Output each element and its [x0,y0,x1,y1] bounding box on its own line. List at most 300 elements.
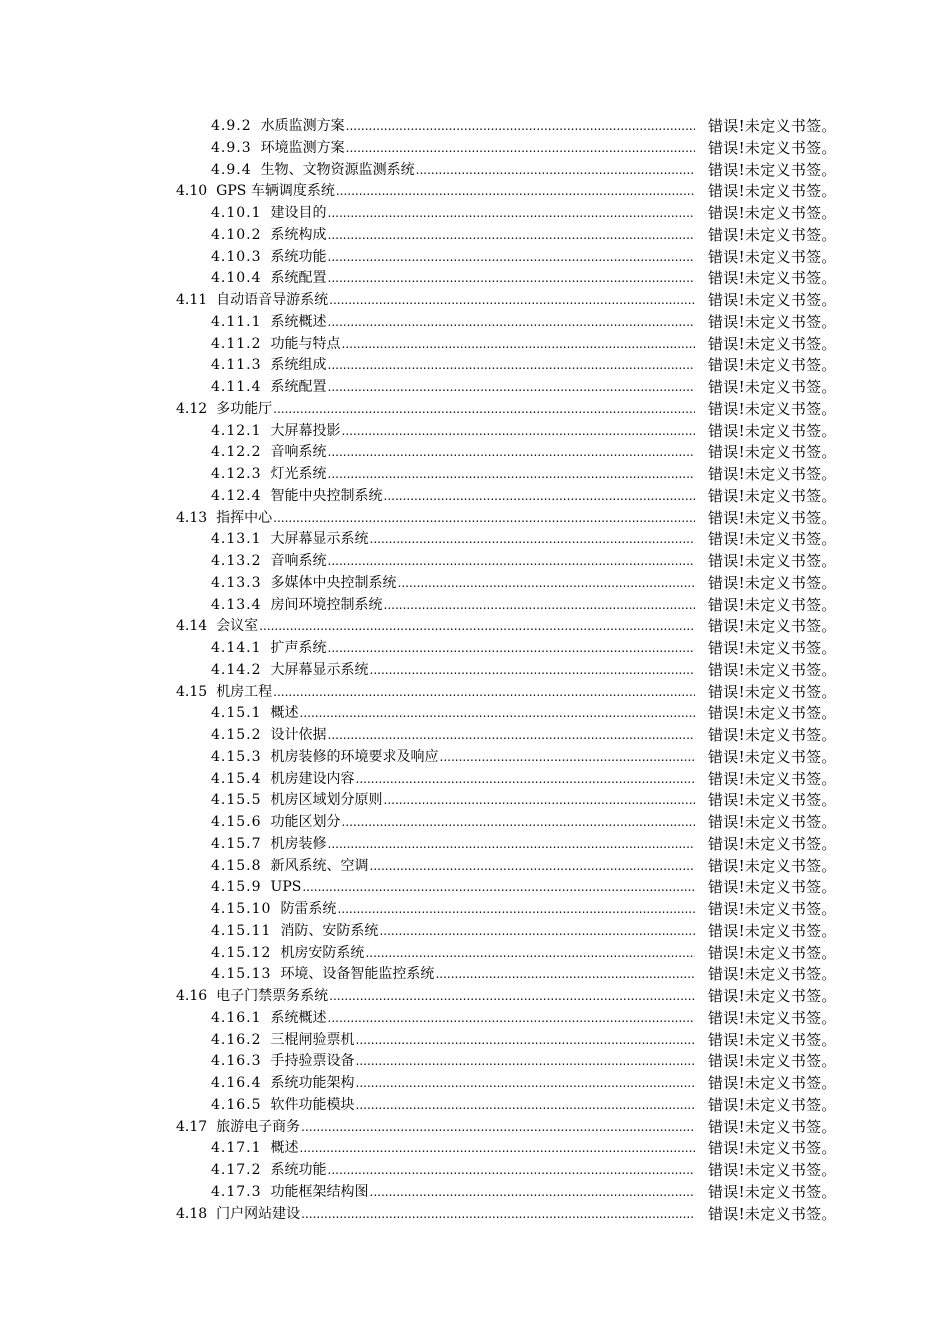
toc-entry-page-ref: 错误!未定义书签。 [708,1074,837,1092]
dot-leader [273,508,695,530]
dot-leader [301,1204,695,1226]
toc-entry-link[interactable] [211,312,695,334]
dot-leader [301,1117,695,1139]
toc-entry-page-ref: 错误!未定义书签。 [708,900,837,918]
toc-entry-link[interactable] [211,377,695,399]
toc-entry[interactable] [0,508,950,530]
toc-entry-number: 4.17.1 [211,1140,262,1157]
toc-entry-number: 4.15.4 [211,770,262,787]
toc-entry[interactable] [0,1117,950,1139]
toc-entry[interactable] [0,1160,950,1182]
toc-entry-link[interactable] [211,421,695,443]
toc-entry-title: 机房区域划分原则 [270,792,383,809]
toc-entry-title: UPS [270,879,302,896]
dot-leader [384,790,695,812]
toc-entry[interactable] [0,986,950,1008]
toc-entry[interactable] [0,573,950,595]
toc-entry-title: 音响系统 [270,444,327,461]
toc-entry-number: 4.9.3 [211,139,252,156]
dot-leader [328,312,695,334]
toc-entry-number: 4.10 [176,183,208,200]
toc-entry-page-ref: 错误!未定义书签。 [708,682,837,701]
toc-entry-link[interactable] [211,1095,695,1117]
toc-entry-number: 4.12.3 [211,466,262,482]
toc-entry-link[interactable] [211,660,695,682]
toc-entry-link[interactable] [176,290,695,312]
toc-entry-number: 4.15 [176,683,208,700]
toc-entry-page-ref: 错误!未定义书签。 [708,117,837,135]
dot-leader [328,225,695,247]
toc-entry[interactable] [0,464,950,486]
toc-entry-title: 系统概述 [270,1009,327,1026]
toc-entry-number: 4.17 [176,1118,208,1135]
toc-entry-link[interactable] [211,1008,695,1030]
toc-entry-link[interactable] [211,812,695,834]
dot-leader [300,1138,695,1160]
toc-entry-number: 4.13.2 [211,553,262,569]
toc-entry-title: 扩声系统 [270,640,327,656]
toc-entry-link[interactable] [211,877,695,899]
toc-entry[interactable] [0,225,950,247]
toc-entry-page-ref: 错误!未定义书签。 [708,443,837,462]
dot-leader [328,442,695,464]
toc-entry[interactable] [0,442,950,464]
toc-entry-number: 4.11.1 [211,313,262,330]
toc-entry[interactable] [0,551,950,573]
toc-entry[interactable] [0,834,950,856]
toc-entry-title: 系统配置 [270,379,327,395]
toc-entry[interactable] [0,921,950,943]
dot-leader [328,1160,695,1182]
toc-entry-title: 概述 [270,705,299,722]
toc-entry[interactable] [0,399,950,421]
toc-entry-number: 4.13.3 [211,574,262,591]
dot-leader [370,529,695,551]
toc-entry[interactable] [0,1051,950,1073]
toc-entry[interactable] [0,268,950,290]
toc-entry-number: 4.17.3 [211,1183,262,1200]
toc-entry-title: 会议室 [216,618,259,635]
toc-entry-page-ref: 错误!未定义书签。 [708,204,837,222]
toc-entry-number: 4.17.2 [211,1162,262,1178]
toc-entry-title: 三棍闸验票机 [270,1031,355,1048]
toc-entry-page-ref: 错误!未定义书签。 [708,965,837,984]
toc-entry[interactable] [0,1204,950,1226]
dot-leader [328,464,695,486]
toc-entry[interactable] [0,1073,950,1095]
toc-entry-page-ref: 错误!未定义书签。 [708,225,837,244]
dot-leader [328,834,695,856]
toc-entry-link[interactable] [211,769,695,791]
toc-entry[interactable] [0,682,950,704]
toc-entry-link[interactable] [211,834,695,856]
dot-leader [370,1182,695,1204]
dot-leader [384,486,695,508]
toc-entry-title: 智能中央控制系统 [270,487,383,504]
toc-entry[interactable] [0,247,950,269]
toc-entry-number: 4.9.2 [211,118,252,134]
toc-entry-page-ref: 错误!未定义书签。 [708,378,837,396]
toc-entry-page-ref: 错误!未定义书签。 [708,1204,837,1223]
toc-entry-link[interactable] [211,638,695,660]
toc-entry-title: 系统功能架构 [270,1075,355,1091]
toc-entry-link[interactable] [211,725,695,747]
toc-entry-link[interactable] [211,355,695,377]
toc-entry-page-ref: 错误!未定义书签。 [708,639,837,657]
toc-entry-title: 灯光系统 [270,466,327,482]
toc-entry-title: 多媒体中央控制系统 [270,574,397,591]
toc-entry-title: GPS 车辆调度系统 [216,183,335,200]
toc-entry-link[interactable] [211,856,695,878]
toc-entry-number: 4.15.9 [211,879,262,896]
toc-entry-title: 指挥中心 [216,509,273,526]
dot-leader [300,703,695,725]
toc-entry-page-ref: 错误!未定义书签。 [708,726,837,744]
toc-entry-link[interactable] [176,1204,695,1226]
dot-leader [365,943,695,965]
toc-entry[interactable] [0,725,950,747]
toc-entry-number: 4.16.5 [211,1096,262,1113]
dot-leader [302,877,695,899]
toc-entry[interactable] [0,964,950,986]
toc-entry-number: 4.15.2 [211,727,262,743]
toc-entry[interactable] [0,616,950,638]
toc-entry-title: 防雷系统 [280,901,337,917]
toc-entry-page-ref: 错误!未定义书签。 [708,595,837,614]
toc-entry-page-ref: 错误!未定义书签。 [708,1008,837,1027]
dot-leader [328,355,695,377]
toc-entry-title: 自动语音导游系统 [216,292,329,308]
toc-entry-title: 生物、文物资源监测系统 [260,161,415,178]
toc-entry-title: 系统组成 [270,357,327,374]
toc-entry-page-ref: 错误!未定义书签。 [708,356,837,375]
toc-entry[interactable] [0,812,950,834]
toc-entry-page-ref: 错误!未定义书签。 [708,617,837,636]
toc-entry-link[interactable] [211,790,695,812]
toc-entry[interactable] [0,377,950,399]
toc-entry[interactable] [0,312,950,334]
toc-entry-page-ref: 错误!未定义书签。 [708,182,837,201]
toc-entry-number: 4.13.1 [211,531,262,548]
toc-entry-title: 设计依据 [270,727,327,743]
toc-entry-page-ref: 错误!未定义书签。 [708,943,837,962]
toc-entry-number: 4.10.3 [211,248,262,265]
toc-entry[interactable] [0,1138,950,1160]
toc-entry-title: 大屏幕显示系统 [270,661,369,678]
dot-leader [416,160,695,182]
toc-entry-number: 4.18 [176,1205,208,1222]
toc-entry[interactable] [0,160,950,182]
toc-entry[interactable] [0,1008,950,1030]
toc-entry-page-ref: 错误!未定义书签。 [708,138,837,157]
dot-leader [337,899,695,921]
toc-entry-title: 新风系统、空调 [270,857,369,874]
toc-entry-number: 4.16.4 [211,1075,262,1091]
dot-leader [356,769,695,791]
dot-leader [346,138,695,160]
toc-entry-page-ref: 错误!未定义书签。 [708,334,837,353]
toc-entry-number: 4.11.3 [211,357,262,374]
toc-entry-page-ref: 错误!未定义书签。 [708,291,837,309]
dot-leader [356,1030,695,1052]
toc-entry-page-ref: 错误!未定义书签。 [708,1030,837,1049]
toc-entry[interactable] [0,1182,950,1204]
dot-leader [398,573,695,595]
toc-entry-title: 系统概述 [270,313,327,330]
toc-entry-link[interactable] [211,160,695,182]
toc-entry-title: 手持验票设备 [270,1053,355,1070]
toc-entry-title: 机房装修 [270,835,327,852]
toc-entry-link[interactable] [211,138,695,160]
dot-leader [356,1095,695,1117]
toc-entry-link[interactable] [211,1073,695,1095]
toc-entry-link[interactable] [211,573,695,595]
toc-entry-number: 4.13 [176,509,208,526]
toc-entry-title: 建设目的 [270,205,327,221]
toc-entry-title: 门户网站建设 [216,1205,301,1222]
toc-entry[interactable] [0,529,950,551]
dot-leader [370,660,695,682]
toc-entry-link[interactable] [211,486,695,508]
toc-entry-link[interactable] [211,551,695,573]
toc-entry-number: 4.16.1 [211,1009,262,1026]
toc-entry-link[interactable] [211,247,695,269]
toc-entry-link[interactable] [211,921,695,943]
toc-entry[interactable] [0,203,950,225]
toc-entry-title: 环境监测方案 [260,139,345,156]
toc-entry-page-ref: 错误!未定义书签。 [708,769,837,788]
dot-leader [342,812,695,834]
toc-entry-number: 4.12 [176,400,208,417]
toc-entry-number: 4.15.11 [211,922,272,939]
toc-entry[interactable] [0,421,950,443]
toc-entry-link[interactable] [211,943,695,965]
toc-entry-number: 4.14 [176,618,208,635]
dot-leader [329,986,695,1008]
toc-entry[interactable] [0,138,950,160]
toc-entry-page-ref: 错误!未定义书签。 [708,747,837,766]
toc-entry-page-ref: 错误!未定义书签。 [708,247,837,266]
toc-entry-link[interactable] [211,442,695,464]
toc-entry-number: 4.13.4 [211,596,262,613]
toc-entry-number: 4.14.1 [211,640,262,656]
toc-entry-title: 概述 [270,1140,299,1157]
toc-entry-number: 4.15.13 [211,966,272,983]
toc-entry[interactable] [0,486,950,508]
toc-entry-page-ref: 错误!未定义书签。 [708,660,837,679]
toc-entry-title: 电子门禁票务系统 [216,988,329,1004]
toc-entry-page-ref: 错误!未定义书签。 [708,573,837,592]
toc-entry-number: 4.9.4 [211,161,252,178]
toc-entry-page-ref: 错误!未定义书签。 [708,421,837,440]
toc-entry-number: 4.15.1 [211,705,262,722]
toc-entry-link[interactable] [211,747,695,769]
toc-entry-link[interactable] [176,508,695,530]
dot-leader [384,595,695,617]
toc-entry-page-ref: 错误!未定义书签。 [708,1117,837,1136]
toc-entry-link[interactable] [211,1051,695,1073]
toc-entry[interactable] [0,116,950,138]
toc-entry-page-ref: 错误!未定义书签。 [708,399,837,418]
dot-leader [273,399,695,421]
toc-entry-link[interactable] [211,703,695,725]
toc-entry-title: 系统配置 [270,270,327,287]
toc-entry-title: 音响系统 [270,553,327,569]
toc-entry-link[interactable] [211,268,695,290]
toc-entry-link[interactable] [211,116,695,138]
toc-entry-page-ref: 错误!未定义书签。 [708,813,837,831]
toc-entry-page-ref: 错误!未定义书签。 [708,878,837,897]
toc-entry-link[interactable] [211,203,695,225]
toc-entry-page-ref: 错误!未定义书签。 [708,312,837,331]
toc-entry-link[interactable] [211,464,695,486]
toc-entry-number: 4.15.7 [211,835,262,852]
toc-entry-link[interactable] [211,1160,695,1182]
toc-entry-page-ref: 错误!未定义书签。 [708,530,837,549]
toc-entry-title: 机房工程 [216,683,273,700]
dot-leader [328,203,695,225]
toc-entry[interactable] [0,181,950,203]
toc-entry-link[interactable] [176,986,695,1008]
toc-entry-title: 机房装修的环境要求及响应 [270,748,439,765]
toc-entry-page-ref: 错误!未定义书签。 [708,1052,837,1071]
dot-leader [328,247,695,269]
toc-entry-page-ref: 错误!未定义书签。 [708,269,837,288]
dot-leader [336,181,695,203]
toc-entry-number: 4.11.4 [211,379,262,395]
toc-entry-number: 4.12.4 [211,487,262,504]
toc-entry-link[interactable] [211,595,695,617]
toc-entry[interactable] [0,943,950,965]
toc-entry-title: 多功能厅 [216,400,273,417]
toc-entry-number: 4.14.2 [211,661,262,678]
toc-entry-title: 软件功能模块 [270,1096,355,1113]
toc-entry[interactable] [0,877,950,899]
toc-entry-number: 4.10.1 [211,205,262,221]
toc-entry-page-ref: 错误!未定义书签。 [708,921,837,940]
toc-entry-number: 4.16 [176,988,208,1004]
toc-entry-link[interactable] [176,616,695,638]
toc-entry-title: 水质监测方案 [260,118,345,134]
toc-entry-title: 房间环境控制系统 [270,596,383,613]
dot-leader [342,421,695,443]
toc-entry[interactable] [0,595,950,617]
toc-entry[interactable] [0,703,950,725]
toc-entry-page-ref: 错误!未定义书签。 [708,486,837,505]
toc-entry-title: 功能框架结构图 [270,1183,369,1200]
dot-leader [328,638,695,660]
toc-entry-title: 系统功能 [270,1162,327,1178]
toc-entry-number: 4.11.2 [211,335,262,352]
dot-leader [329,290,695,312]
toc-entry-title: 消防、安防系统 [280,922,379,939]
toc-entry-title: 环境、设备智能监控系统 [280,966,435,983]
toc-entry-link[interactable] [211,334,695,356]
toc-entry[interactable] [0,769,950,791]
dot-leader [346,116,695,138]
toc-entry-title: 功能区划分 [270,814,341,830]
toc-entry-link[interactable] [211,1030,695,1052]
toc-entry-page-ref: 错误!未定义书签。 [708,1182,837,1201]
toc-entry-page-ref: 错误!未定义书签。 [708,1161,837,1179]
toc-entry-number: 4.12.2 [211,444,262,461]
toc-entry-page-ref: 错误!未定义书签。 [708,552,837,570]
toc-entry-link[interactable] [176,181,695,203]
toc-entry-link[interactable] [211,225,695,247]
toc-entry-link[interactable] [211,1182,695,1204]
toc-entry-link[interactable] [176,1117,695,1139]
toc-entry-number: 4.16.3 [211,1053,262,1070]
toc-entry-number: 4.15.5 [211,792,262,809]
dot-leader [273,682,695,704]
toc-entry-title: 功能与特点 [270,335,341,352]
toc-entry-title: 大屏幕投影 [270,422,341,439]
toc-entry-number: 4.15.10 [211,901,272,917]
dot-leader [328,377,695,399]
toc-entry-title: 旅游电子商务 [216,1118,301,1135]
toc-entry[interactable] [0,856,950,878]
toc-entry-link[interactable] [211,529,695,551]
toc-entry-number: 4.15.8 [211,857,262,874]
toc-entry-link[interactable] [211,899,695,921]
toc-entry-number: 4.15.12 [211,944,272,961]
toc-entry-title: 系统构成 [270,226,327,243]
toc-entry[interactable] [0,290,950,312]
toc-entry-link[interactable] [176,682,695,704]
toc-entry-page-ref: 错误!未定义书签。 [708,1095,837,1114]
toc-entry-page-ref: 错误!未定义书签。 [708,160,837,179]
toc-entry[interactable] [0,660,950,682]
table-of-contents [0,116,950,1225]
toc-entry-number: 4.12.1 [211,422,262,439]
toc-entry-page-ref: 错误!未定义书签。 [708,834,837,853]
dot-leader [370,856,695,878]
toc-entry-page-ref: 错误!未定义书签。 [708,508,837,527]
dot-leader [356,1073,695,1095]
toc-entry-link[interactable] [211,1138,695,1160]
dot-leader [328,1008,695,1030]
toc-entry[interactable] [0,899,950,921]
toc-entry[interactable] [0,790,950,812]
toc-entry[interactable] [0,334,950,356]
dot-leader [328,268,695,290]
toc-entry[interactable] [0,638,950,660]
dot-leader [328,725,695,747]
toc-entry[interactable] [0,355,950,377]
toc-entry-link[interactable] [211,964,695,986]
dot-leader [328,551,695,573]
toc-entry-title: 机房建设内容 [270,770,355,787]
toc-entry-title: 机房安防系统 [280,944,365,961]
dot-leader [356,1051,695,1073]
toc-entry-number: 4.16.2 [211,1031,262,1048]
dot-leader [342,334,695,356]
dot-leader [259,616,695,638]
dot-leader [440,747,695,769]
toc-entry[interactable] [0,1030,950,1052]
toc-entry-page-ref: 错误!未定义书签。 [708,704,837,723]
dot-leader [379,921,695,943]
toc-entry-number: 4.11 [176,292,208,308]
toc-entry[interactable] [0,1095,950,1117]
toc-entry-number: 4.15.6 [211,814,262,830]
toc-entry-page-ref: 错误!未定义书签。 [708,465,837,483]
toc-entry-number: 4.10.4 [211,270,262,287]
toc-entry[interactable] [0,747,950,769]
dot-leader [435,964,695,986]
toc-entry-number: 4.15.3 [211,748,262,765]
toc-entry-link[interactable] [176,399,695,421]
